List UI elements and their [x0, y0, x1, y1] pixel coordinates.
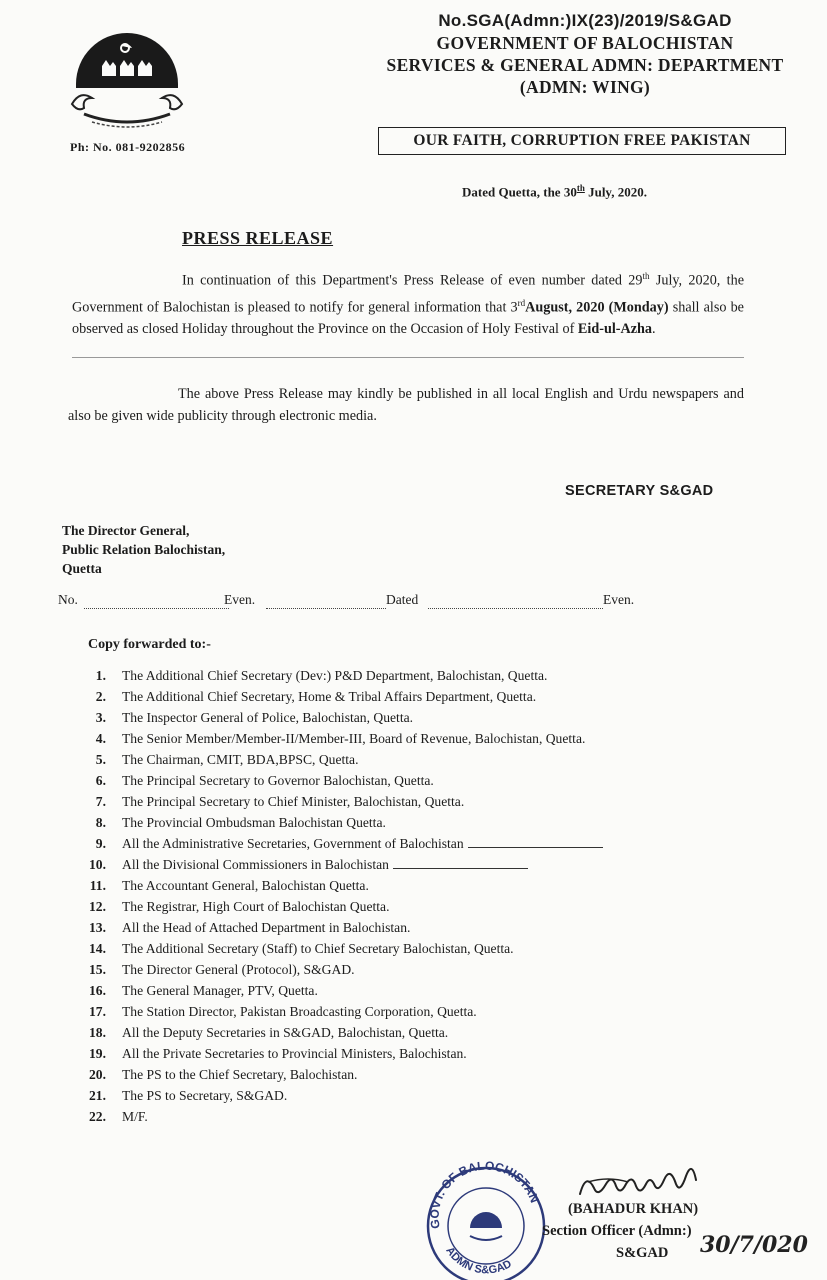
signatory-title: SECRETARY S&GAD — [565, 483, 714, 499]
list-item: 15. The Director General (Protocol), S&GAD. — [89, 962, 355, 977]
list-item: 5. The Chairman, CMIT, BDA,BPSC, Quetta. — [95, 752, 359, 767]
list-item: 12. The Registrar, High Court of Balochistan Quetta. — [89, 899, 390, 914]
department-name: SERVICES & GENERAL ADMN: DEPARTMENT — [386, 55, 784, 75]
body-paragraph-2: The above Press Release may kindly be published in all local English and Urdu newspapers and also be given wide publicity through electronic media. — [68, 386, 744, 424]
balochistan-emblem-logo — [62, 22, 192, 140]
document-title: PRESS RELEASE — [182, 228, 334, 248]
signatory-designation: Section Officer (Admn:) — [542, 1223, 692, 1239]
endorsement-line: No. Even. Dated Even. — [58, 592, 635, 607]
svg-text:ADMN S&GAD: ADMN S&GAD — [443, 1244, 514, 1277]
list-item: 21. The PS to Secretary, S&GAD. — [89, 1088, 288, 1103]
reference-number: No.SGA(Admn:)IX(23)/2019/S&GAD — [438, 11, 732, 30]
list-item: 4. The Senior Member/Member-II/Member-III, Board of Revenue, Balochistan, Quetta. — [95, 731, 586, 746]
svg-text:GOVT. OF BALOCHISTAN: GOVT. OF BALOCHISTAN — [427, 1158, 542, 1230]
copy-forwarded-list — [70, 668, 770, 1130]
handwritten-date: 30/7/020 — [700, 1232, 808, 1258]
list-item: 1. The Additional Chief Secretary (Dev:) P&D Department, Balochistan, Quetta. — [95, 668, 548, 683]
copy-forwarded-heading: Copy forwarded to:- — [88, 637, 211, 652]
list-item: 11. The Accountant General, Balochistan Quetta. — [89, 878, 369, 893]
motto-box: OUR FAITH, CORRUPTION FREE PAKISTAN — [378, 127, 786, 155]
government-name: GOVERNMENT OF BALOCHISTAN — [436, 33, 734, 53]
list-item: 10. All the Divisional Commissioners in Balochistan — [70, 857, 770, 878]
signatory-name: (BAHADUR KHAN) — [568, 1201, 699, 1217]
list-item: 19. All the Private Secretaries to Provincial Ministers, Balochistan. — [89, 1046, 467, 1061]
divider-line — [72, 357, 744, 358]
body-paragraph-1: In continuation of this Department's Press Release of even number dated 29th July, 2020, the Government of Balochistan is pleased to notify for general information that 3rdAugust, 2020 (Monday) shall also be observed as closed Holiday throughout the Province on the Occasion of Holy Festival of Eid-ul-Azha. — [72, 271, 744, 338]
list-item: 20. The PS to the Chief Secretary, Balochistan. — [89, 1067, 358, 1082]
addressee-block: The Director General, Public Relation Balochistan, Quetta — [62, 523, 226, 576]
list-item: 22. M/F. — [89, 1109, 148, 1124]
official-stamp — [420, 1158, 550, 1280]
letterhead — [360, 10, 810, 98]
signatory-department: S&GAD — [616, 1245, 669, 1261]
signature-block — [538, 1198, 698, 1264]
list-item: 13. All the Head of Attached Department in Balochistan. — [89, 920, 411, 935]
list-item: 6. The Principal Secretary to Governor Balochistan, Quetta. — [95, 773, 434, 788]
list-item: 14. The Additional Secretary (Staff) to Chief Secretary Balochistan, Quetta. — [89, 941, 514, 956]
list-item: 8. The Provincial Ombudsman Balochistan Quetta. — [95, 815, 386, 830]
list-item: 18. All the Deputy Secretaries in S&GAD, Balochistan, Quetta. — [89, 1025, 449, 1040]
list-item: 7. The Principal Secretary to Chief Minister, Balochistan, Quetta. — [95, 794, 465, 809]
list-item: 17. The Station Director, Pakistan Broadcasting Corporation, Quetta. — [89, 1004, 477, 1019]
issue-date: Dated Quetta, the 30th July, 2020. — [462, 183, 647, 200]
phone-number: Ph: No. 081-9202856 — [70, 140, 186, 154]
list-item: 2. The Additional Chief Secretary, Home & Tribal Affairs Department, Quetta. — [95, 689, 537, 704]
list-item: 9. All the Administrative Secretaries, Government of Balochistan — [70, 836, 770, 857]
list-item: 3. The Inspector General of Police, Balochistan, Quetta. — [95, 710, 414, 725]
list-item: 16. The General Manager, PTV, Quetta. — [89, 983, 318, 998]
wing-name: (ADMN: WING) — [519, 77, 651, 97]
